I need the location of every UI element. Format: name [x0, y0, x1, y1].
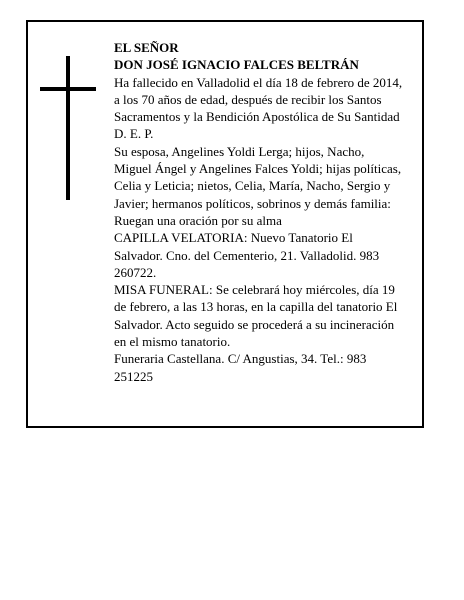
body-line: D. E. P. [114, 126, 154, 142]
notice-text [114, 39, 420, 385]
body-line: de febrero, a las 13 horas, en la capilla del tanatorio El [114, 299, 398, 315]
body-line: 251225 [114, 368, 153, 384]
body-line: en el mismo tanatorio. [114, 334, 231, 350]
cross-horizontal-bar [40, 87, 96, 91]
body-line: CAPILLA VELATORIA: Nuevo Tanatorio El [114, 230, 353, 246]
body-line: a los 70 años de edad, después de recibir los Santos [114, 91, 382, 107]
body-line: Ha fallecido en Valladolid el día 18 de febrero de 2014, [114, 74, 403, 90]
body-line: Javier; hermanos políticos, sobrinos y demás familia: [114, 195, 391, 211]
body-line: Su esposa, Angelines Yoldi Lerga; hijos, Nacho, [114, 143, 365, 159]
notice-title-line-1: EL SEÑOR [114, 40, 179, 55]
body-line: Celia y Leticia; nietos, Celia, María, Nacho, Sergio y [114, 178, 391, 194]
body-line: Miguel Ángel y Angelines Falces Yoldi; hijas políticas, [114, 161, 402, 177]
body-line: Ruegan una oración por su alma [114, 212, 282, 228]
body-line: 260722. [114, 264, 157, 280]
notice-title-line-2: DON JOSÉ IGNACIO FALCES BELTRÁN [114, 57, 359, 73]
body-line: Sacramentos y la Bendición Apostólica de Su Santidad [114, 109, 400, 125]
body-line: Salvador. Acto seguido se procederá a su incineración [114, 316, 395, 332]
body-line: MISA FUNERAL: Se celebrará hoy miércoles, día 19 [114, 282, 395, 298]
body-line: Salvador. Cno. del Cementerio, 21. Valladolid. 983 [114, 247, 380, 263]
cross-icon [40, 56, 96, 200]
body-line: Funeraria Castellana. C/ Angustias, 34. Tel.: 983 [114, 351, 367, 367]
obituary-notice [26, 20, 424, 428]
cross-vertical-bar [66, 56, 70, 200]
